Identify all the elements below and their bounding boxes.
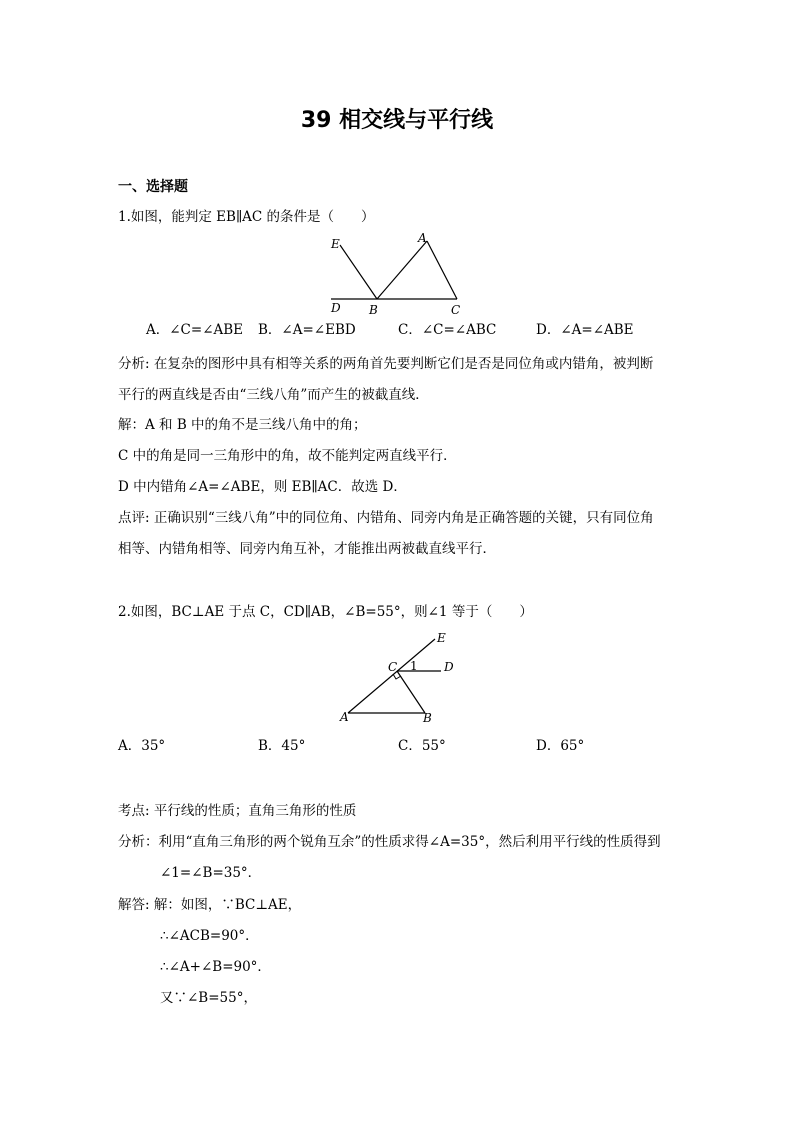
q1-comment-line2: 相等、内错角相等、同旁内角互补，才能推出两被截直线平行．	[118, 541, 496, 557]
q1-option-c: C．∠C=∠ABC	[398, 322, 497, 338]
fig2-label-d: D	[444, 660, 454, 674]
q2-solution-line3: ∴∠A+∠B=90°．	[160, 959, 271, 975]
question-2-figure	[335, 625, 460, 725]
section-heading: 一、选择题	[118, 179, 188, 195]
q1-option-a: A．∠C=∠ABE	[146, 322, 244, 338]
question-1-figure	[325, 228, 470, 320]
q1-option-b: B．∠A=∠EBD	[258, 322, 356, 338]
q2-option-d: D．65°	[536, 738, 585, 754]
q2-option-c: C．55°	[398, 738, 446, 754]
q2-solution-line4: 又∵∠B=55°，	[160, 990, 257, 1006]
fig2-angle-1: 1	[410, 659, 418, 673]
question-2-stem: 2.如图，BC⊥AE 于点 C，CD∥AB，∠B=55°，则∠1 等于（ ）	[118, 604, 533, 620]
q1-comment-line1: 点评: 正确识别“三线八角”中的同位角、内错角、同旁内角是正确答题的关键，只有同位角	[118, 510, 654, 526]
question-1-stem: 1.如图，能判定 EB∥AC 的条件是（ ）	[118, 209, 375, 225]
fig2-label-b: B	[423, 711, 432, 725]
q2-knowledge-point: 考点: 平行线的性质；直角三角形的性质	[118, 803, 357, 819]
q1-option-d: D．∠A=∠ABE	[536, 322, 634, 338]
q2-solution-line1: 解答: 解：如图，∵BC⊥AE，	[118, 897, 302, 913]
fig1-label-e: E	[331, 237, 340, 251]
q1-solution-line1: 解：A 和 B 中的角不是三线八角中的角；	[118, 417, 367, 433]
q2-option-a: A．35°	[118, 738, 166, 754]
q1-solution-line3: D 中内错角∠A=∠ABE，则 EB∥AC．故选 D．	[118, 479, 407, 495]
q1-analysis-line1: 分析: 在复杂的图形中具有相等关系的两角首先要判断它们是否是同位角或内错角，被判断	[118, 356, 654, 372]
fig1-label-c: C	[451, 303, 461, 317]
page-title: 39 相交线与平行线	[300, 108, 494, 133]
q2-option-b: B．45°	[258, 738, 306, 754]
fig1-label-b: B	[369, 303, 378, 317]
fig1-label-d: D	[331, 301, 341, 315]
fig1-label-a: A	[418, 231, 427, 245]
fig2-label-a: A	[340, 710, 349, 724]
q2-solution-line2: ∴∠ACB=90°．	[160, 928, 259, 944]
q2-analysis-line1: 分析：利用“直角三角形的两个锐角互余”的性质求得∠A=35°，然后利用平行线的性质得到	[118, 834, 661, 850]
q1-analysis-line2: 平行的两直线是否由“三线八角”而产生的被截直线．	[118, 387, 429, 403]
fig2-label-c: C	[388, 660, 398, 674]
q2-analysis-line2: ∠1=∠B=35°．	[160, 865, 262, 881]
fig2-label-e: E	[437, 631, 446, 645]
q1-solution-line2: C 中的角是同一三角形中的角，故不能判定两直线平行．	[118, 448, 457, 464]
